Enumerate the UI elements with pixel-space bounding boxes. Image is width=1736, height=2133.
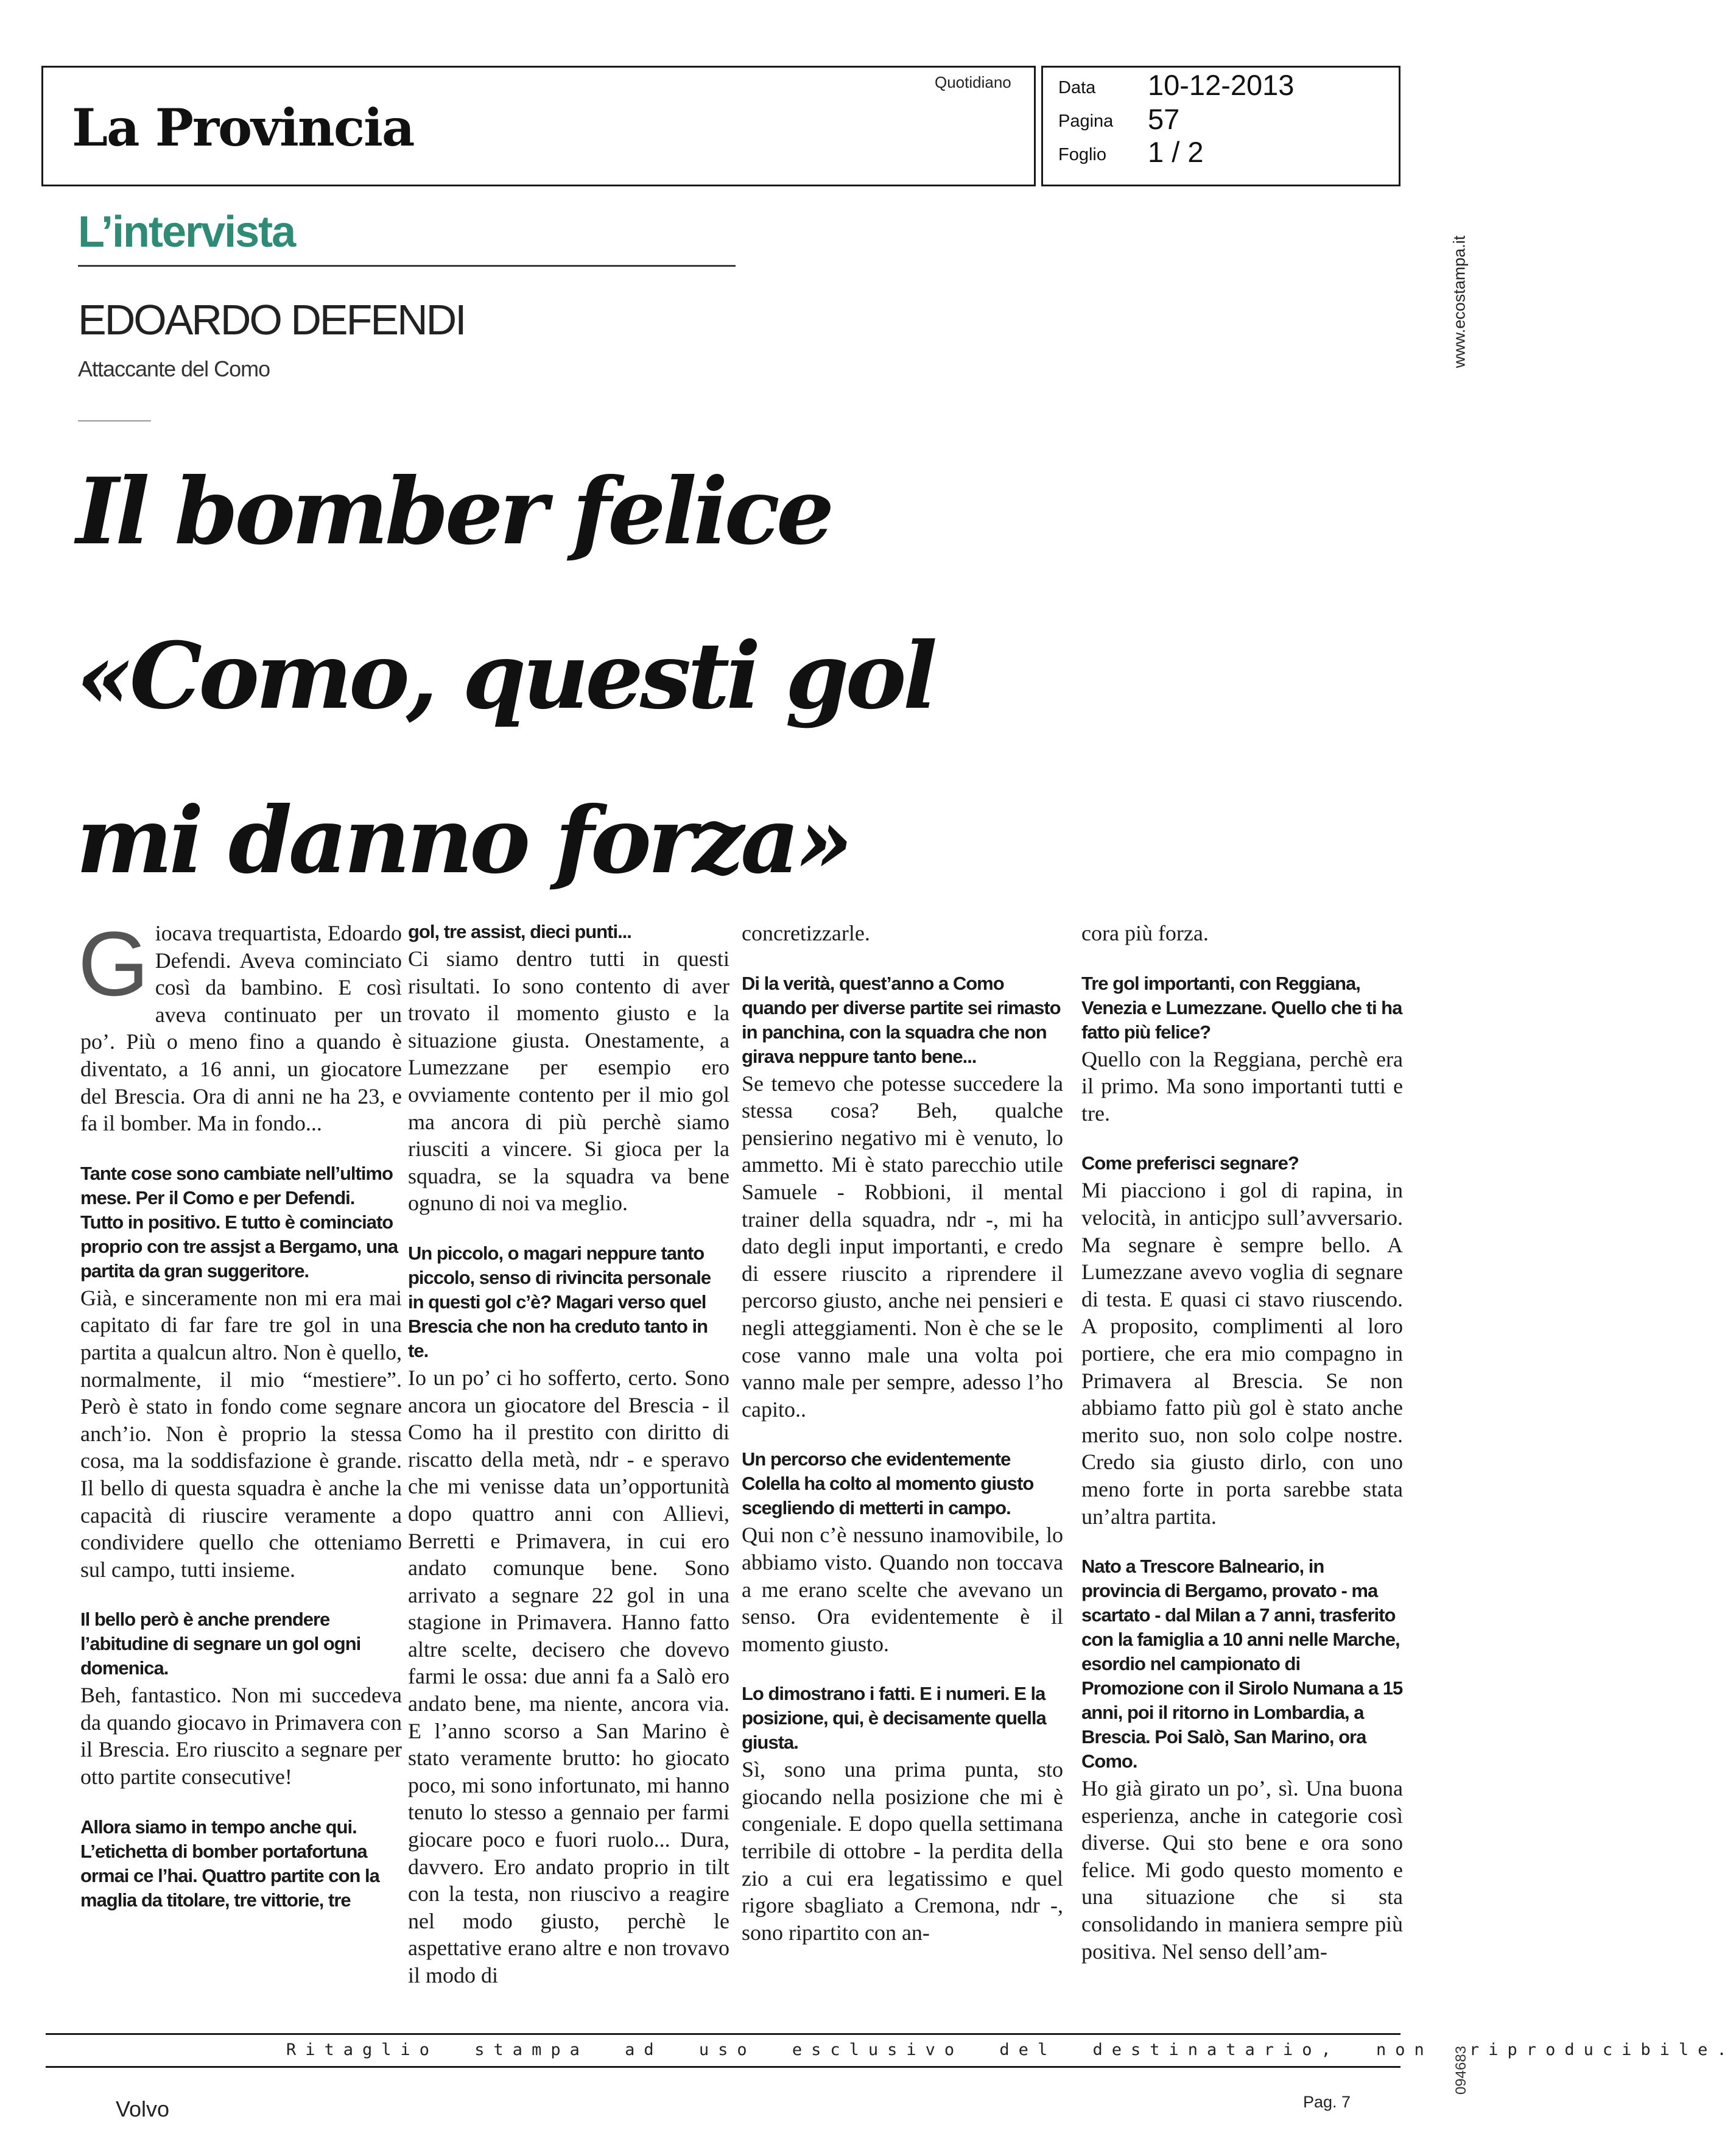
headline-line-2: «Como, questi gol [76, 622, 934, 730]
clipping-notice: Ritaglio stampa ad uso esclusivo del destinatario, non riproducibile. [286, 2040, 1736, 2059]
clipping-code: 094683 [1453, 2045, 1469, 2095]
newspaper-masthead: La Provincia [72, 97, 414, 158]
advertiser-name: Volvo [116, 2096, 170, 2121]
headline-line-1: Il bomber felice [76, 458, 831, 565]
answer: Io un po’ ci ho sofferto, certo. Sono ancora un giocatore del Brescia - il Como ha il prestito con diritto di riscatto della metà, ndr - e speravo che mi venisse data un’opportunità dopo quattro anni con Allievi, Berretti e Primavera, in cui ero andato comunque bene. Sono arrivato a segnare 22 gol in una stagione in Primavera. Hanno fatto altre scelte, decisero che dovevo farmi le ossa: due anni fa a Salò ero andato bene, ma niente, ancora via. E l’anno scorso a San Marino è stato veramente brutto: ho giocato poco, mi sono infortunato, mi hanno tenuto lo stesso a gennaio per farmi giocare poco e fuori ruolo... Dura, davvero. Ero andato proprio in tilt con la testa, non riuscivo a reagire nel modo giusto, perchè le aspettative erano altre e non trovavo il modo di [408, 1365, 729, 1987]
dropcap: G [78, 912, 149, 1015]
answer: Mi piacciono i gol di rapina, in velocità, in anticjpo sull’avversario. Ma segnare è sempre bello. A Lumezzane avevo voglia di segnare di testa. E quasi ci stavo riuscendo. A proposito, complimenti al loro portiere, che era mio compagno in Primavera al Brescia. Se non abbiamo fatto più gol è stato anche merito suo, non solo colpe nostre. Credo sia giusto dirlo, con uno meno forte in porta sarebbe stata un’altra partita. [1081, 1178, 1403, 1529]
question: Come preferisci segnare? [1081, 1152, 1299, 1174]
divider [78, 420, 151, 421]
column-1 [78, 912, 402, 1914]
interviewee-name: EDOARDO DEFENDI [78, 296, 465, 344]
question-continued: gol, tre assist, dieci punti... [408, 921, 631, 942]
date-value: 10-12-2013 [1148, 69, 1295, 101]
section-rule [78, 265, 736, 267]
intro-paragraph: Giocava trequartista, Edoardo Defendi. Aveva cominciato così da bambino. E così aveva continuato per un po’. Più o meno fino a quando è diventato, a 16 anni, un giocatore del Brescia. Ora di anni ne ha 23, e fa il bomber. Ma in fondo... [78, 912, 402, 1136]
headline-line-3: mi danno forza» [76, 787, 850, 894]
column-4 [1081, 920, 1403, 1965]
column-2 [408, 920, 729, 1989]
page-value: 57 [1148, 103, 1180, 135]
answer: Se temevo che potesse succedere la stessa cosa? Beh, qualche pensierino negativo mi è venuto, lo ammetto. Mi è stato parecchio utile Samuele - Robbioni, il mental trainer della squadra, ndr -, mi ha dato degli input importanti, e credo di essere riuscito a riprendere il percorso giusto, anche nei pensieri e negli atteggiamenti. Non è che se le cose vanno male una volta poi vanno male per sempre, adesso l’ho capito.. [742, 1071, 1063, 1422]
headline [76, 429, 1111, 923]
publication-type: Quotidiano [935, 73, 1011, 91]
question: Un percorso che evidentemente Colella ha colto al momento giusto scegliendo di metterti in campo. [742, 1448, 1034, 1519]
sheet-value: 1 / 2 [1148, 136, 1204, 168]
footer-rule-top [46, 2033, 1400, 2035]
question: Allora siamo in tempo anche qui. L’etichetta di bomber portafortuna ormai ce l’hai. Quattro partite con la maglia da titolare, tre vittorie, tre [80, 1816, 379, 1911]
answer: Quello con la Reggiana, perchè era il primo. Ma sono importanti tutti e tre. [1081, 1046, 1403, 1126]
answer: Beh, fantastico. Non mi succedeva da quando giocavo in Primavera con il Brescia. Ero riuscito a segnare per otto partite consecutive! [80, 1683, 402, 1789]
question: Tre gol importanti, con Reggiana, Venezia e Lumezzane. Quello che ti ha fatto più felice? [1081, 972, 1402, 1043]
sheet-label: Foglio [1058, 145, 1106, 164]
date-label: Data [1058, 78, 1096, 97]
answer: Qui non c’è nessuno inamovibile, lo abbiamo visto. Quando non toccava a me erano scelte che avevano un senso. Ora evidentemente è il momento giusto. [742, 1523, 1063, 1656]
question: Lo dimostrano i fatti. E i numeri. E la posizione, qui, è decisamente quella giusta. [742, 1683, 1046, 1754]
question: Il bello però è anche prendere l’abitudine di segnare un gol ogni domenica. [80, 1609, 361, 1679]
interviewee-role: Attaccante del Como [78, 356, 270, 381]
page-number: Pag. 7 [1303, 2093, 1351, 2111]
column-3 [742, 920, 1063, 1946]
answer-continued: concretizzarle. [742, 921, 870, 945]
answer: Già, e sinceramente non mi era mai capitato di far fare tre gol in una partita a qualcun altro. Non è quello, normalmente, il mio “mestiere”. Però è stato in fondo come segnare anch’io. Non è proprio la stessa cosa, ma la soddisfazione è grande. Il bello di questa squadra è anche la capacità di riuscire veramente a condividere quello che otteniamo sul campo, tutti insieme. [80, 1285, 402, 1582]
page-label: Pagina [1058, 111, 1114, 131]
answer: Ho già girato un po’, sì. Una buona esperienza, anche in categorie così diverse. Qui sto bene e ora sono felice. Mi godo questo momento e una situazione che si sta consolidando in maniera sempre più positiva. Nel senso dell’am- [1081, 1776, 1403, 1964]
footer-rule-bottom [46, 2066, 1400, 2068]
question: Di la verità, quest’anno a Como quando per diverse partite sei rimasto in panchina, con la squadra che non girava neppure tanto bene... [742, 972, 1061, 1067]
website-watermark: www.ecostampa.it [1450, 235, 1469, 368]
question: Tante cose sono cambiate nell’ultimo mese. Per il Como e per Defendi. Tutto in positivo. E tutto è cominciato proprio con tre assjst a Bergamo, una partita da gran suggeritore. [80, 1162, 398, 1282]
answer: Sì, sono una prima punta, sto giocando nella posizione che mi è congeniale. E dopo quella settimana terribile di ottobre - la perdita della zio a cui era legatissimo e quel rigore sbagliato a Cremona, ndr -, sono ripartito con an- [742, 1757, 1063, 1945]
answer: Ci siamo dentro tutti in questi risultati. Io sono contento di aver trovato il momento giusto e la situazione giusta. Onestamente, a Lumezzane per esempio ero ovviamente contento per il mio gol ma ancora di più perchè siamo riusciti a vincere. Si gioca per la squadra, se la squadra va bene ognuno di noi va meglio. [408, 947, 729, 1216]
section-label: L’intervista [78, 208, 295, 256]
answer-continued: cora più forza. [1081, 921, 1209, 945]
question: Nato a Trescore Balneario, in provincia di Bergamo, provato - ma scartato - dal Milan a 7 anni, trasferito con la famiglia a 10 anni nelle Marche, esordio nel campionato di Promozione con il Sirolo Numana a 15 anni, poi il ritorno in Lombardia, a Brescia. Poi Salò, San Marino, ora Como. [1081, 1556, 1403, 1772]
question: Un piccolo, o magari neppure tanto piccolo, senso di rivincita personale in questi gol c’è? Magari verso quel Brescia che non ha creduto tanto in te. [408, 1242, 711, 1361]
